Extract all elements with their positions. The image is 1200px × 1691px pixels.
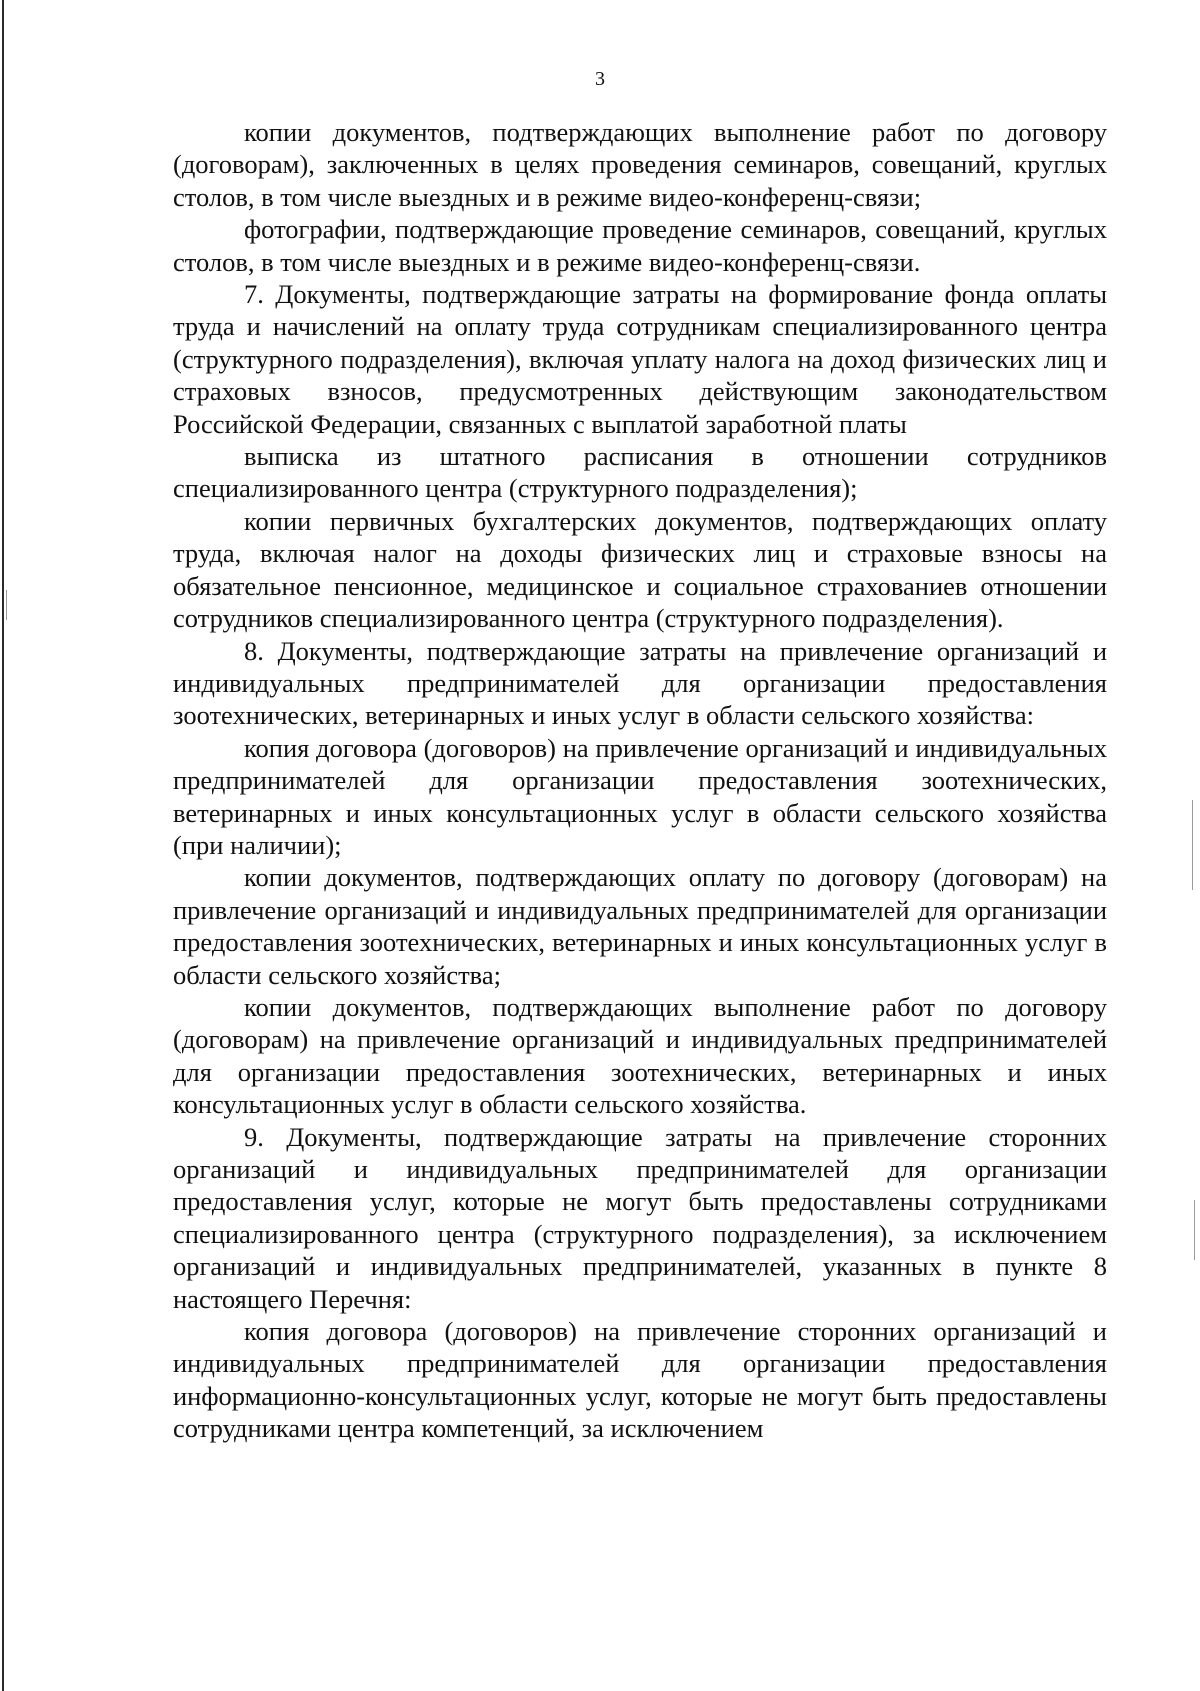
paragraph: выписка из штатного расписания в отношении сотрудников специализированного центра (структурного подразделения); bbox=[173, 441, 1107, 504]
paragraph: копии документов, подтверждающих выполнение работ по договору (договорам), заключенных в целях проведения семинаров, совещаний, круглых столов, в том числе выездных и в режиме видео-конференц-связи; bbox=[173, 117, 1107, 212]
paragraph-item-9: 9. Документы, подтверждающие затраты на привлечение сторонних организаций и индивидуальных предпринимателей для организации предоставления услуг, которые не могут быть предоставлены сотрудниками специализированного центра (структурного подразделения), за исключением организаций и индивидуальных предпринимателей, указанных в пункте 8 настоящего Перечня: bbox=[173, 1121, 1107, 1314]
paragraph: копии документов, подтверждающих выполнение работ по договору (договорам) на привлечение организаций и индивидуальных предпринимателей для организации предоставления зоотехнических, ветеринарных и иных консультационных услуг в области сельского хозяйства. bbox=[173, 991, 1107, 1120]
paragraph: копия договора (договоров) на привлечение сторонних организаций и индивидуальных предпринимателей для организации предоставления информационно-консультационных услуг, которые не могут быть предоставлены сотрудниками центра компетенций, за исключением bbox=[173, 1316, 1107, 1444]
paragraph: копия договора (договоров) на привлечение организаций и индивидуальных предпринимателей для организации предоставления зоотехнических, ветеринарных и иных консультационных услуг в области сельского хозяйства (при наличии); bbox=[173, 732, 1107, 860]
scan-edge-line bbox=[2, 0, 4, 1691]
scan-artifact bbox=[1192, 800, 1193, 890]
scan-artifact bbox=[6, 590, 7, 620]
paragraph-item-8: 8. Документы, подтверждающие затраты на привлечение организаций и индивидуальных предпринимателей для организации предоставления зоотехнических, ветеринарных и иных услуг в области сельского хозяйства: bbox=[173, 635, 1107, 731]
scan-artifact bbox=[1194, 1200, 1195, 1260]
page-number: 3 bbox=[595, 68, 605, 90]
paragraph-item-7: 7. Документы, подтверждающие затраты на формирование фонда оплаты труда и начислений на оплату труда сотрудникам специализированного центра (структурного подразделения), включая уплату налога на доход физических лиц и страховых взносов, предусмотренных действующим законодательством Российской Федерации, связанных с выплатой заработной платы bbox=[173, 279, 1107, 439]
paragraph: фотографии, подтверждающие проведение семинаров, совещаний, круглых столов, в том числе выездных и в режиме видео-конференц-связи. bbox=[173, 214, 1107, 277]
document-body bbox=[173, 116, 1107, 1445]
paragraph: копии первичных бухгалтерских документов, подтверждающих оплату труда, включая налог на доходы физических лиц и страховые взносы на обязательное пенсионное, медицинское и социальное страхованиев отношении сотрудников специализированного центра (структурного подразделения). bbox=[173, 505, 1107, 634]
paragraph: копии документов, подтверждающих оплату по договору (договорам) на привлечение организаций и индивидуальных предпринимателей для организации предоставления зоотехнических, ветеринарных и иных консультационных услуг в области сельского хозяйства; bbox=[173, 862, 1107, 990]
